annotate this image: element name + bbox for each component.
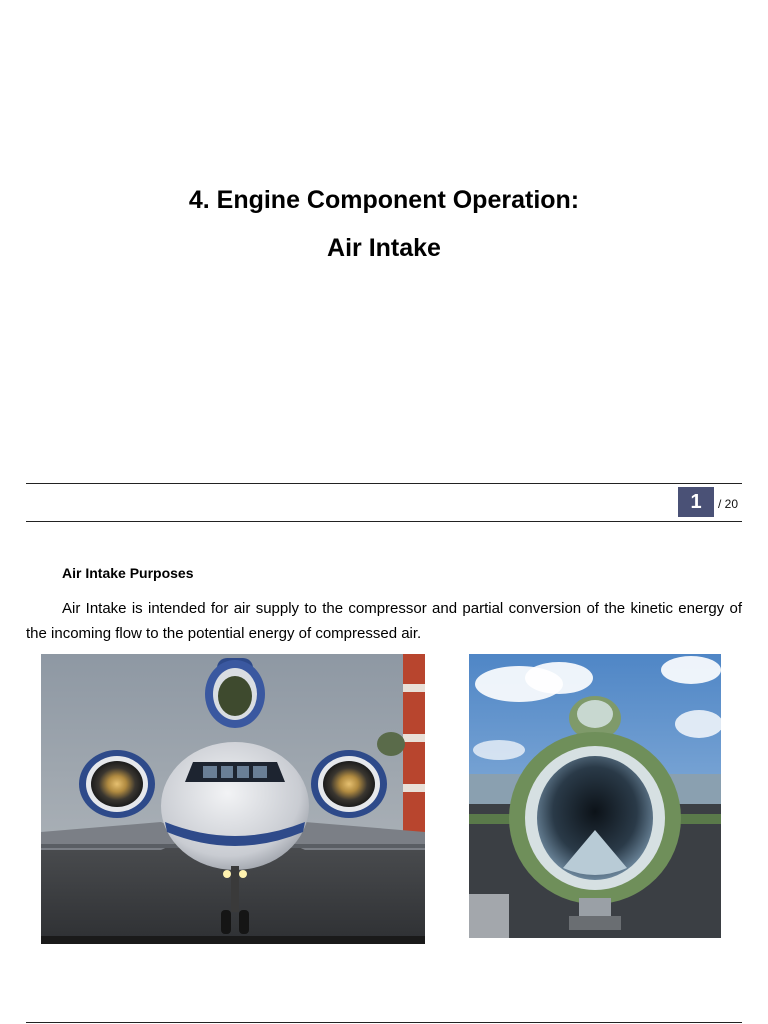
section-body: Air Intake is intended for air supply to the compressor and partial conversion of the kinetic energy of the incoming flow to the potential energy of compressed air.	[26, 600, 742, 642]
divider-page-end	[26, 1022, 742, 1023]
section-heading: Air Intake Purposes	[62, 565, 194, 581]
page-title-line-2: Air Intake	[327, 234, 441, 262]
airliner-photo	[41, 654, 425, 944]
airliner-illustration	[41, 654, 425, 944]
fighter-intake-photo	[469, 654, 721, 938]
page-total: / 20	[718, 497, 739, 511]
divider-top	[26, 483, 742, 484]
divider-bottom	[26, 521, 742, 522]
page-title-line-1: 4. Engine Component Operation:	[188, 186, 580, 214]
page-title	[0, 176, 768, 272]
fighter-intake-illustration	[469, 654, 721, 938]
page-number-badge: 1	[678, 487, 714, 517]
